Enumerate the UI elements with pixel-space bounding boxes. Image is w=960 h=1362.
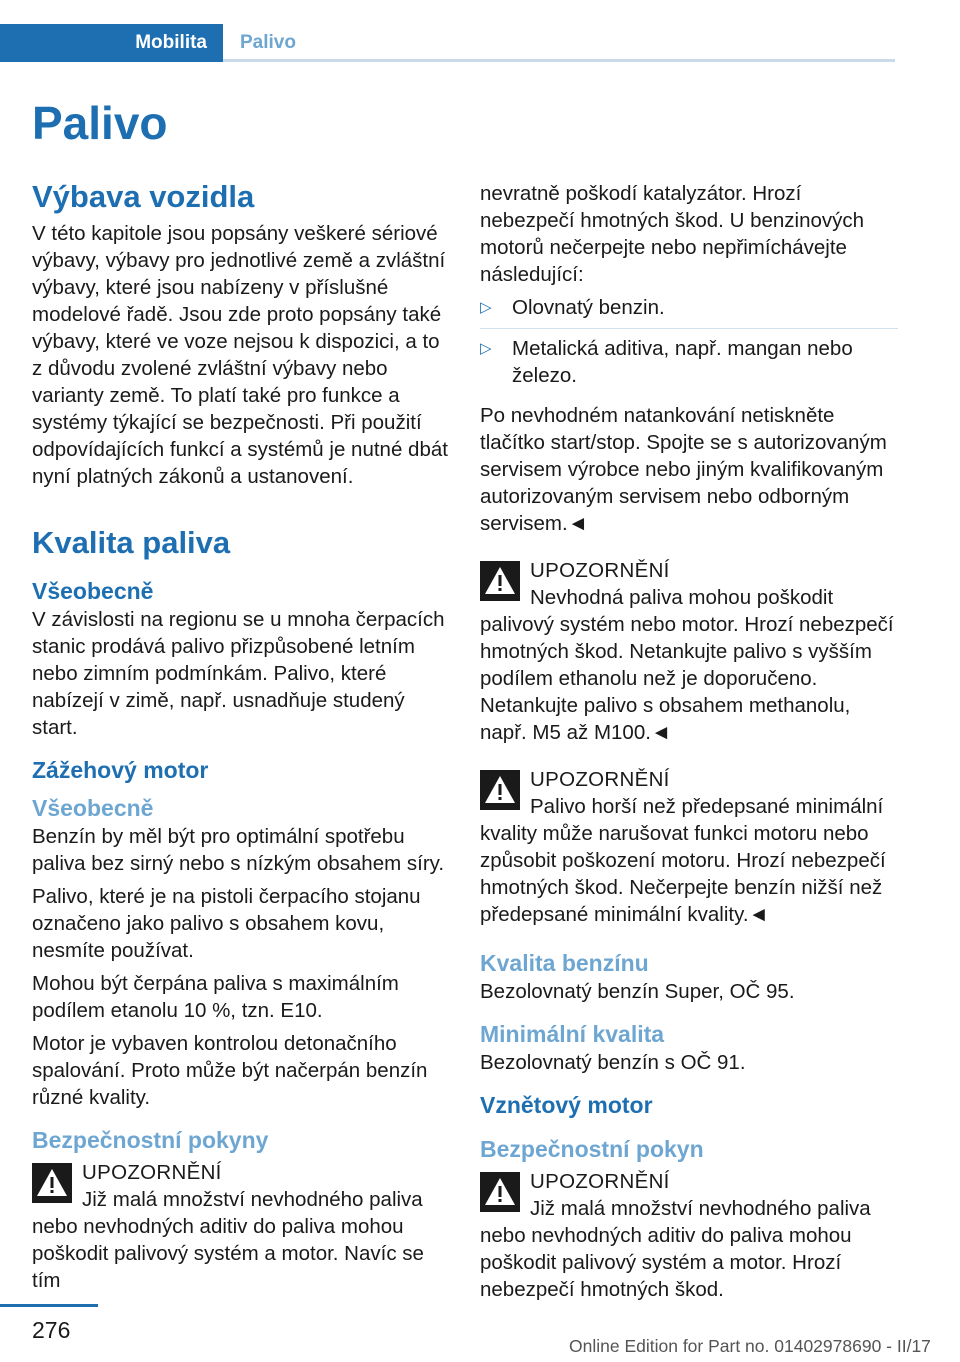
heading-vybava: Výbava vozidla (32, 179, 255, 214)
heading-vseobecne: Všeobecně (32, 578, 154, 604)
heading-bezpecnostni-pokyny: Bezpečnostní pokyny (32, 1127, 269, 1153)
paragraph-detonace: Motor je vybaven kontrolou detonačního spalování. Proto může být načerpán benzín různé kvality. (32, 1032, 428, 1109)
left-column (32, 178, 450, 1300)
heading-bezpecnostni-pokyn: Bezpečnostní pokyn (480, 1136, 704, 1162)
chapter-tab[interactable]: Mobilita (0, 24, 223, 62)
page-title: Palivo (32, 97, 168, 149)
section-tab[interactable]: Palivo (240, 32, 296, 53)
bullet-triangle-icon: ▷ (480, 340, 492, 357)
warning-block (480, 766, 898, 928)
footer-divider (0, 1304, 98, 1307)
paragraph-continued: nevratně poškodí katalyzátor. Hrozí nebezpečí hmotných škod. U benzinových motorů nečerpejte nebo nepřimíchávejte následující: (480, 182, 865, 286)
heading-vznetovy-motor: Vznětový motor (480, 1092, 653, 1118)
warning-title: UPOZORNĚNÍ (530, 768, 670, 791)
heading-kvalita-paliva: Kvalita paliva (32, 525, 231, 560)
bullet-list (480, 294, 898, 396)
warning-block (480, 557, 898, 746)
header-bar (0, 24, 896, 62)
warning-triangle-icon (480, 561, 520, 601)
warning-text: Již malá množství nevhodného paliva nebo nevhodných aditiv do paliva mohou poškodit palivový systém a motor. Hrozí nebezpečí hmotných škod. (480, 1197, 871, 1301)
paragraph-after-tanking: Po nevhodném natankování netiskněte tlačítko start/stop. Spojte se s autorizovaným servisem výrobce nebo jiným kvalifikovaným autorizovaným servisem nebo odborným servisem.◄ (480, 404, 887, 535)
list-item (480, 335, 898, 396)
list-item-text: Olovnatý benzin. (512, 296, 665, 319)
heading-minimalni-kvalita: Minimální kvalita (480, 1021, 665, 1047)
warning-triangle-icon (480, 1172, 520, 1212)
page-number: 276 (32, 1317, 71, 1343)
list-item (480, 294, 898, 329)
heading-kvalita-benzinu: Kvalita benzínu (480, 950, 649, 976)
paragraph-etanol: Mohou být čerpána paliva s maximálním podílem etanolu 10 %, tzn. E10. (32, 972, 399, 1022)
warning-triangle-icon (32, 1163, 72, 1203)
right-column (480, 180, 898, 1309)
paragraph-kvalita-benzinu: Bezolovnatý benzín Super, OČ 95. (480, 980, 795, 1003)
heading-vseobecne-2: Všeobecně (32, 795, 154, 821)
warning-triangle-icon (480, 770, 520, 810)
heading-zazehovy-motor: Zážehový motor (32, 757, 209, 783)
warning-title: UPOZORNĚNÍ (530, 559, 670, 582)
paragraph-vseobecne: V závislosti na regionu se u mnoha čerpacích stanic prodává palivo přizpůsobené letním nebo zimním podmínkám. Palivo, které nabízejí v zimě, např. usnadňuje studený start. (32, 608, 445, 739)
warning-text: Palivo horší než předepsané minimální kvality může narušovat funkci motoru nebo způsobit poškození motoru. Hrozí nebezpečí hmotných škod. Nečerpejte benzín nižší než předepsané minimální kvality.◄ (480, 795, 886, 926)
paragraph-benzin: Benzín by měl být pro optimální spotřebu paliva bez sirný nebo s nízkým obsahem síry. (32, 825, 445, 875)
paragraph-pistole: Palivo, které je na pistoli čerpacího stojanu označeno jako palivo s obsahem kovu, nesmíte používat. (32, 885, 421, 962)
warning-title: UPOZORNĚNÍ (530, 1170, 670, 1193)
warning-block (32, 1159, 450, 1294)
paragraph-vybava: V této kapitole jsou popsány veškeré sériové výbavy, výbavy pro jednotlivé země a zvláštní výbavy, které jsou nabízeny v příslušné modelové řadě. Jsou zde proto popsány také výbavy, které ve voze nejsou k dispozici, a to z důvodu zvolené zvláštní výbavy nebo varianty země. To platí také pro funkce a systémy týkající se bezpečnosti. Při použití odpovídajících funkcí a systémů je nutné dbát nyní platných zákonů a ustanovení. (32, 222, 448, 488)
warning-block (480, 1168, 898, 1303)
warning-title: UPOZORNĚNÍ (82, 1161, 222, 1184)
warning-text: Nevhodná paliva mohou poškodit palivový systém nebo motor. Hrozí nebezpečí hmotných škod. Netankujte palivo s vyšším podílem ethanolu než je doporučeno. Netankujte palivo s obsahem methanolu, např. M5 až M100.◄ (480, 586, 894, 744)
bullet-triangle-icon: ▷ (480, 299, 492, 316)
header-divider (223, 59, 895, 62)
edition-note: Online Edition for Part no. 01402978690 - II/17 (569, 1336, 931, 1356)
paragraph-minimalni-kvalita: Bezolovnatý benzín s OČ 91. (480, 1051, 746, 1074)
list-item-text: Metalická aditiva, např. mangan nebo železo. (512, 337, 853, 387)
warning-text: Již malá množství nevhodného paliva nebo nevhodných aditiv do paliva mohou poškodit palivový systém a motor. Navíc se tím (32, 1188, 424, 1292)
